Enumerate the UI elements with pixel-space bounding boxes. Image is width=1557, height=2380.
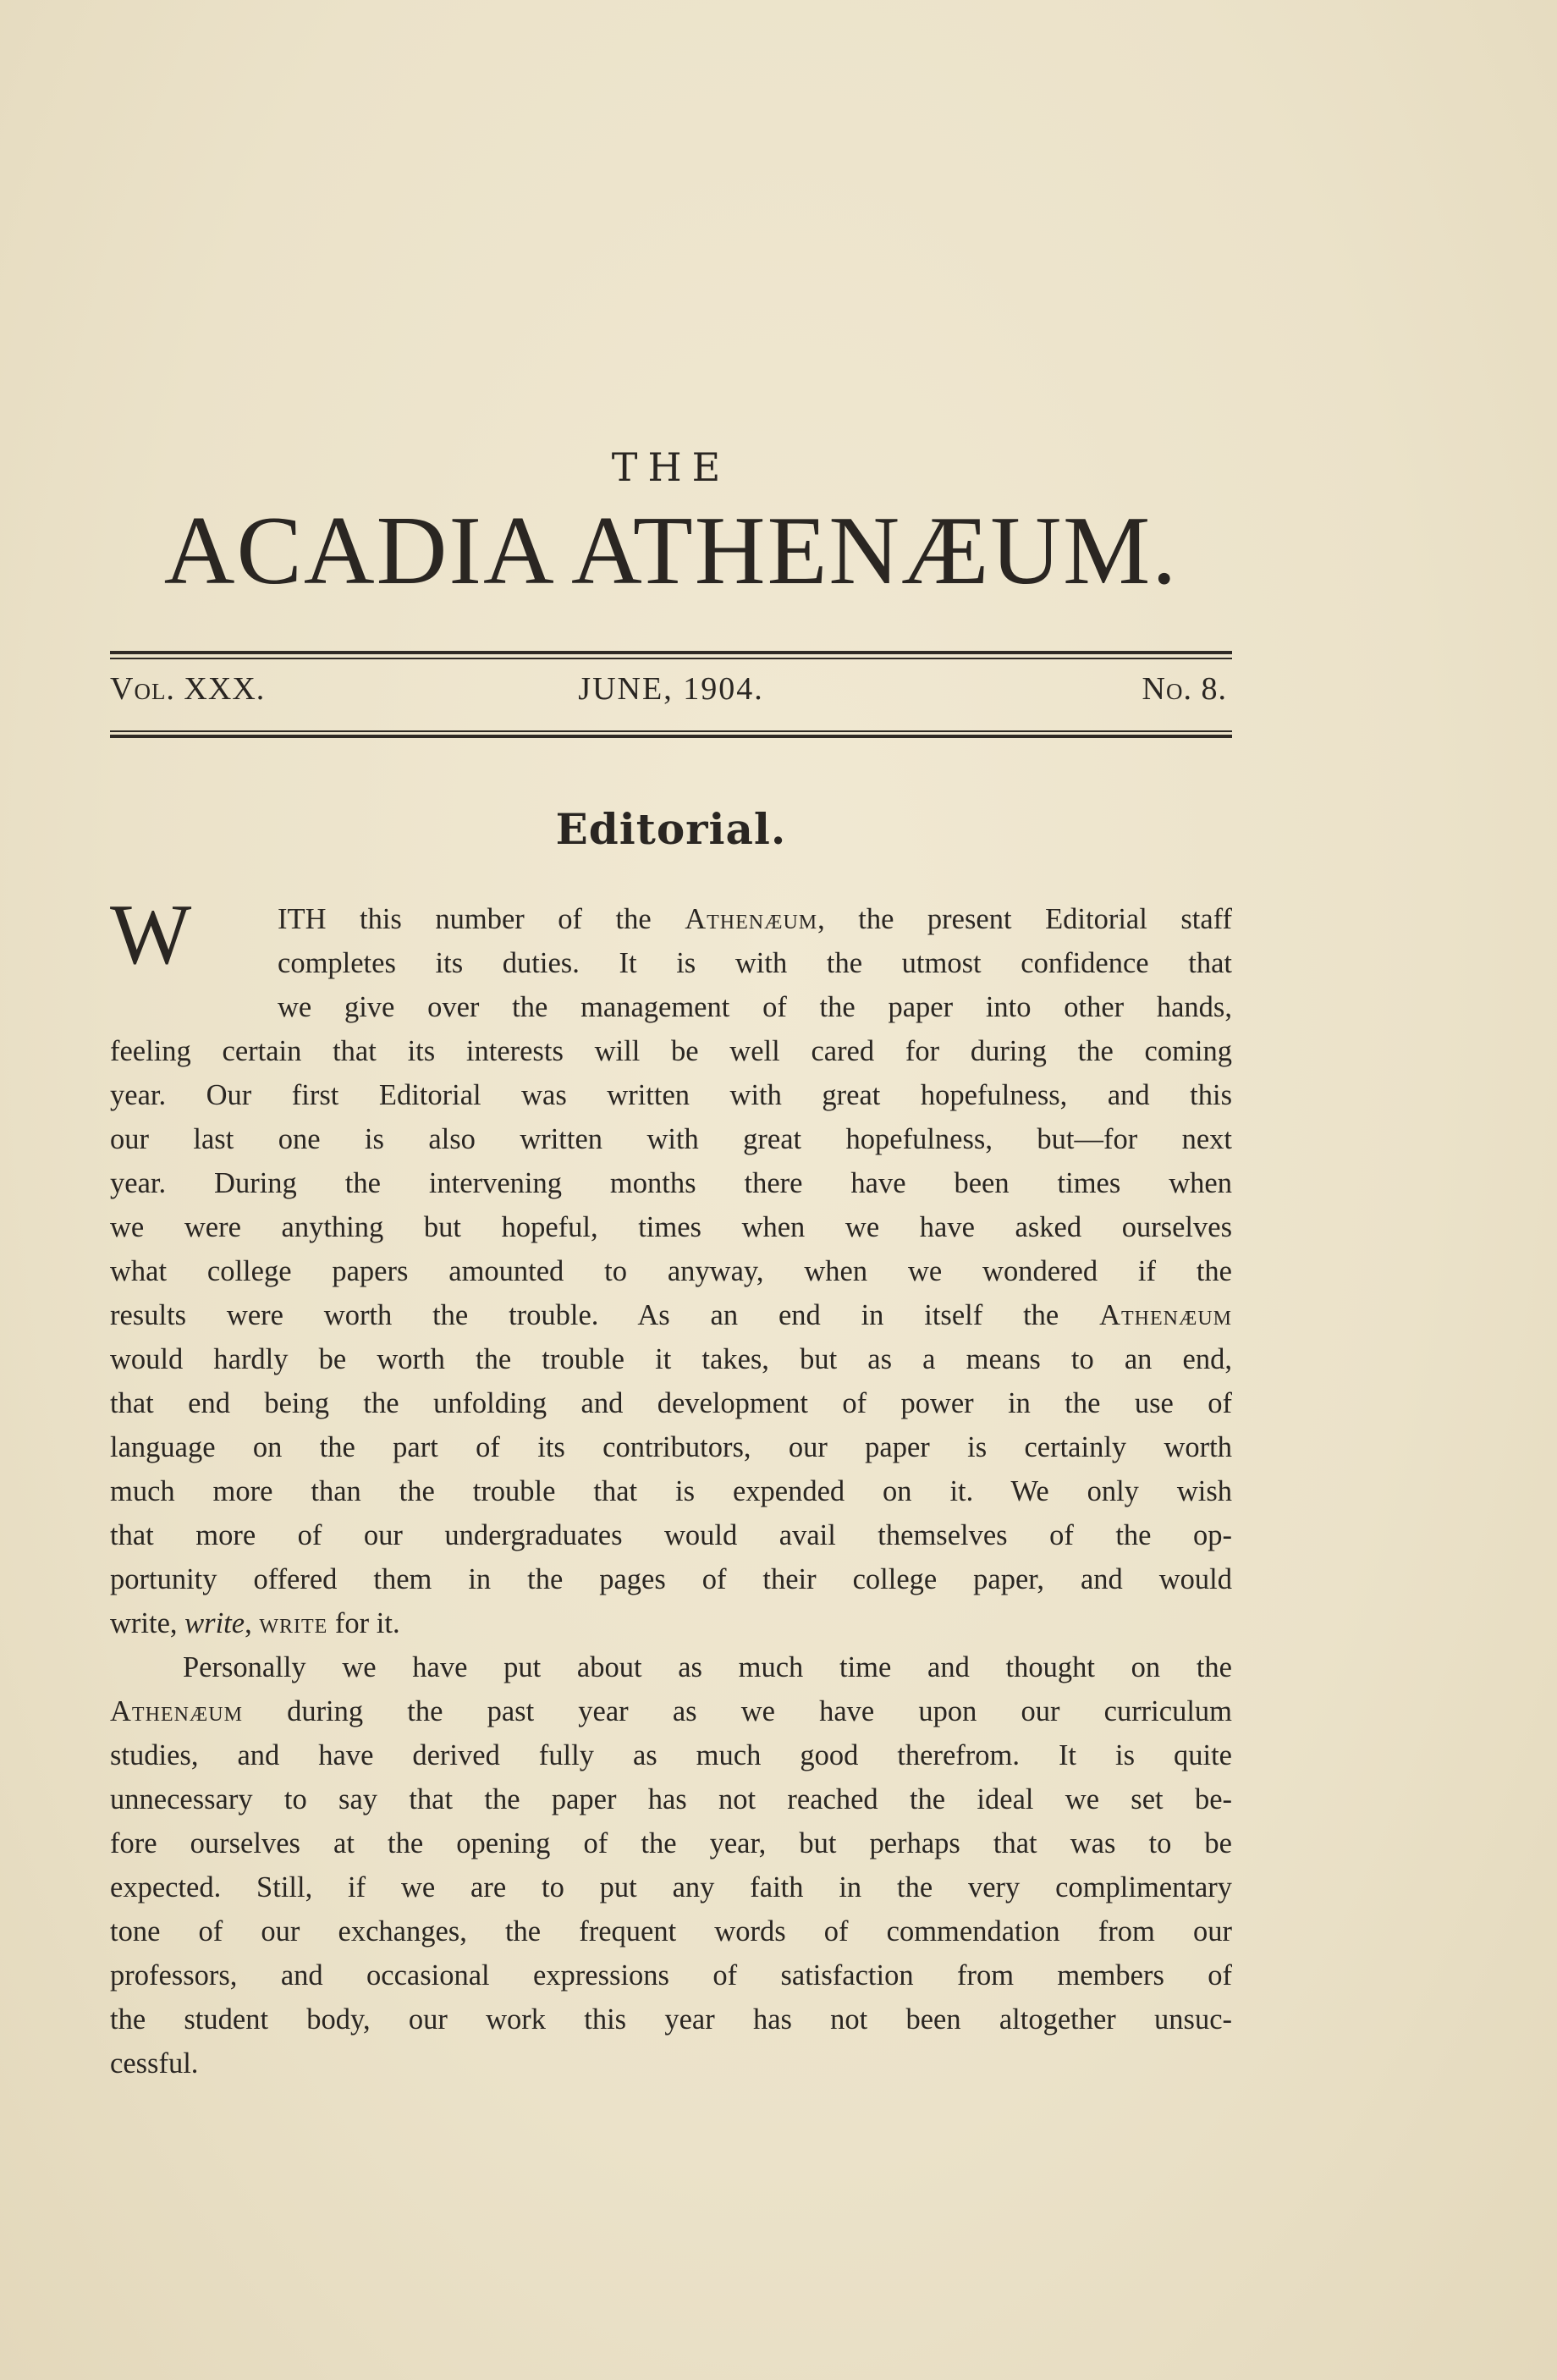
text-line: unnecessary to say that the paper has not reached the ideal we set be- bbox=[110, 1783, 1232, 1815]
text-line: we give over the management of the paper into other hands, bbox=[278, 991, 1232, 1023]
drop-cap: W bbox=[110, 887, 192, 983]
text-line: Personally we have put about as much time and thought on the bbox=[183, 1651, 1232, 1683]
text-line: that end being the unfolding and development of power in the use of bbox=[110, 1387, 1232, 1419]
text-line: fore ourselves at the opening of the year, but perhaps that was to be bbox=[110, 1827, 1232, 1859]
text-line: we were anything but hopeful, times when we have asked ourselves bbox=[110, 1211, 1232, 1243]
text-line: that more of our undergraduates would avail themselves of the op- bbox=[110, 1519, 1232, 1551]
header-rule-thick bbox=[110, 651, 1232, 654]
text-line: expected. Still, if we are to put any faith in the very complimentary bbox=[110, 1871, 1232, 1903]
text-line: would hardly be worth the trouble it takes, but as a means to an end, bbox=[110, 1343, 1232, 1375]
issue-date: JUNE, 1904. bbox=[578, 671, 764, 707]
issue-rule-thick bbox=[110, 735, 1232, 738]
text-line: year. Our first Editorial was written with great hopefulness, and this bbox=[110, 1079, 1232, 1111]
masthead-kicker: THE bbox=[611, 444, 731, 490]
issue-number: No. 8. bbox=[1142, 671, 1227, 707]
text-line: our last one is also written with great hopefulness, but—for next bbox=[110, 1123, 1232, 1155]
text-line: portunity offered them in the pages of their college paper, and would bbox=[110, 1563, 1232, 1595]
section-title: Editorial. bbox=[555, 804, 787, 854]
text-line: what college papers amounted to anyway, when we wondered if the bbox=[110, 1255, 1232, 1287]
editorial-body bbox=[110, 887, 1232, 2085]
text-line: professors, and occasional expressions of satisfaction from members of bbox=[110, 1959, 1232, 1992]
text-line: year. During the intervening months there have been times when bbox=[110, 1167, 1232, 1199]
issue-rule-thin bbox=[110, 730, 1232, 732]
text-line: tone of our exchanges, the frequent words of commendation from our bbox=[110, 1915, 1232, 1948]
text-line: feeling certain that its interests will be well cared for during the coming bbox=[110, 1035, 1232, 1067]
text-line: completes its duties. It is with the utmost confidence that bbox=[278, 947, 1232, 979]
text-line: language on the part of its contributors, our paper is certainly worth bbox=[110, 1431, 1232, 1463]
text-line: write, write, write for it. bbox=[110, 1607, 400, 1639]
text-line: ITH this number of the Athenæum, the present Editorial staff bbox=[278, 903, 1232, 935]
masthead-title: ACADIA ATHENÆUM. bbox=[163, 497, 1179, 605]
volume-label: Vol. XXX. bbox=[110, 671, 266, 707]
text-line: results were worth the trouble. As an end in itself the Athenæum bbox=[110, 1299, 1232, 1331]
text-line: cessful. bbox=[110, 2047, 199, 2080]
header-rule-thin bbox=[110, 658, 1232, 659]
text-line: studies, and have derived fully as much good therefrom. It is quite bbox=[110, 1739, 1232, 1771]
journal-page bbox=[110, 0, 1232, 2380]
issue-line bbox=[110, 670, 1232, 718]
text-line: much more than the trouble that is expended on it. We only wish bbox=[110, 1475, 1232, 1507]
text-line: Athenæum during the past year as we have upon our curriculum bbox=[110, 1695, 1232, 1727]
text-line: the student body, our work this year has not been altogether unsuc- bbox=[110, 2003, 1232, 2036]
